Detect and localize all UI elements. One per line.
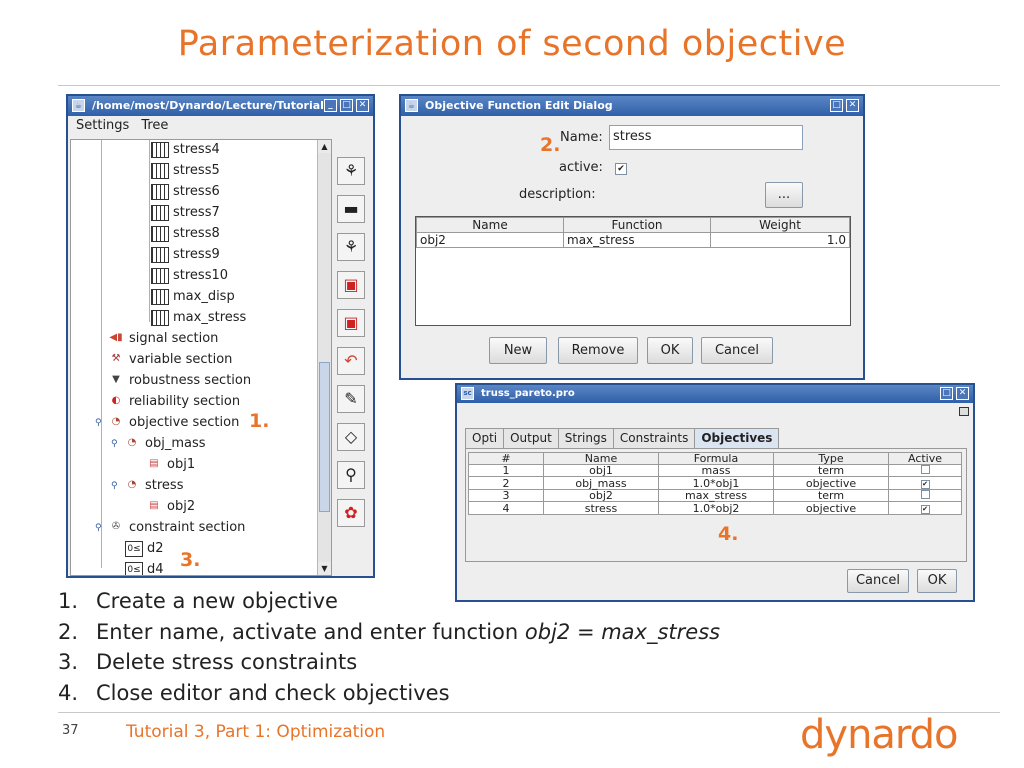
scroll-thumb[interactable] bbox=[319, 362, 330, 512]
constraint-node-icon: 0≤ bbox=[125, 541, 143, 557]
list-item: 1. Create a new objective bbox=[58, 589, 338, 613]
restore-icon[interactable] bbox=[959, 407, 969, 416]
table-row[interactable] bbox=[417, 233, 850, 248]
marker-2: 2. bbox=[540, 134, 561, 156]
java-icon: ☕ bbox=[72, 99, 85, 112]
tree-icon[interactable]: ⚘ bbox=[337, 157, 365, 185]
cell-active bbox=[889, 477, 962, 490]
cancel-button[interactable]: Cancel bbox=[847, 569, 909, 593]
tree-item-max-disp[interactable]: max_disp bbox=[151, 287, 235, 307]
project-window bbox=[455, 383, 975, 602]
cell-type: objective bbox=[774, 477, 889, 490]
marker-1: 1. bbox=[249, 410, 270, 432]
cell-number: 4 bbox=[469, 502, 544, 515]
table-row[interactable] bbox=[469, 490, 962, 502]
tree-window-title: /home/most/Dynardo/Lecture/Tutorial bbox=[92, 99, 324, 112]
tree-item-stress10[interactable]: stress10 bbox=[151, 266, 228, 286]
tree-item-robustness-section[interactable]: ▼ robustness section bbox=[107, 371, 251, 391]
tree-pane[interactable] bbox=[70, 139, 332, 576]
column-header-formula[interactable]: Formula bbox=[659, 453, 774, 465]
name-input[interactable]: stress bbox=[609, 125, 803, 150]
stress-node-icon bbox=[151, 247, 169, 263]
active-checkbox[interactable]: ✔ bbox=[922, 505, 928, 513]
cell-name: obj_mass bbox=[544, 477, 659, 490]
stress-node-icon bbox=[151, 268, 169, 284]
active-checkbox[interactable]: ✔ bbox=[615, 163, 627, 175]
instruction-list bbox=[58, 586, 720, 708]
expand-toggle-icon[interactable]: ⚲ bbox=[111, 439, 118, 449]
objectives-panel bbox=[465, 448, 967, 562]
app-icon: sc bbox=[461, 387, 474, 400]
tree-item-stress[interactable]: ⚲ ◔ stress bbox=[111, 476, 183, 496]
column-header-type[interactable]: Type bbox=[774, 453, 889, 465]
undo-icon[interactable]: ↶ bbox=[337, 347, 365, 375]
save-icon[interactable]: ▣ bbox=[337, 271, 365, 299]
menu-bar bbox=[68, 116, 373, 136]
new-button[interactable]: New bbox=[489, 337, 547, 364]
maximize-icon[interactable]: □ bbox=[830, 99, 843, 112]
dynardo-logo: dynardo bbox=[800, 712, 958, 758]
scroll-down-icon[interactable]: ▼ bbox=[318, 562, 331, 575]
stress-node-icon bbox=[151, 163, 169, 179]
tree-window bbox=[66, 94, 375, 578]
column-header-active[interactable]: Active bbox=[889, 453, 962, 465]
menu-settings[interactable]: Settings bbox=[76, 118, 130, 133]
tree-item-stress4[interactable]: stress4 bbox=[151, 140, 220, 160]
variable-icon: ⚒ bbox=[111, 353, 121, 364]
description-label: description: bbox=[519, 187, 596, 202]
ok-button[interactable]: OK bbox=[917, 569, 957, 593]
cell-number: 2 bbox=[469, 477, 544, 490]
tree-window-titlebar[interactable] bbox=[68, 96, 373, 116]
cell-type: objective bbox=[774, 502, 889, 515]
column-header-number[interactable]: # bbox=[469, 453, 544, 465]
cell-formula: 1.0*obj1 bbox=[659, 477, 774, 490]
objective-function-table[interactable] bbox=[415, 216, 851, 326]
list-item: 3. Delete stress constraints bbox=[58, 650, 358, 674]
objective-edit-dialog bbox=[399, 94, 865, 380]
cancel-button[interactable]: Cancel bbox=[701, 337, 773, 364]
expand-toggle-icon[interactable]: ⚲ bbox=[95, 418, 102, 428]
name-label: Name: bbox=[560, 130, 603, 145]
ok-button[interactable]: OK bbox=[647, 337, 693, 364]
stress-node-icon bbox=[151, 142, 169, 158]
cell-active bbox=[889, 502, 962, 515]
marker-4: 4. bbox=[718, 523, 739, 545]
stress-node-icon bbox=[151, 310, 169, 326]
expand-toggle-icon[interactable]: ⚲ bbox=[95, 523, 102, 533]
menu-tree[interactable]: Tree bbox=[141, 118, 169, 133]
tree-item-stress9[interactable]: stress9 bbox=[151, 245, 220, 265]
column-header-weight[interactable]: Weight bbox=[711, 218, 850, 233]
page-number: 37 bbox=[62, 723, 79, 738]
tree-item-obj2[interactable]: ▤ obj2 bbox=[145, 497, 195, 517]
tree-item-obj1[interactable]: ▤ obj1 bbox=[145, 455, 195, 475]
cell-number: 1 bbox=[469, 465, 544, 477]
close-icon[interactable]: ✕ bbox=[356, 99, 369, 112]
erase-icon[interactable]: ◇ bbox=[337, 423, 365, 451]
footer-text: Tutorial 3, Part 1: Optimization bbox=[126, 722, 386, 742]
active-checkbox[interactable] bbox=[921, 465, 930, 474]
cell-formula: mass bbox=[659, 465, 774, 477]
tab-output[interactable]: Output bbox=[503, 428, 559, 448]
marker-3: 3. bbox=[180, 549, 201, 571]
tree-item-signal-section[interactable]: ◀▮ signal section bbox=[107, 329, 218, 349]
scroll-up-icon[interactable]: ▲ bbox=[318, 140, 331, 153]
cell-name[interactable]: obj2 bbox=[417, 233, 564, 248]
maximize-icon[interactable]: □ bbox=[940, 387, 953, 400]
objective-icon: ◔ bbox=[127, 479, 137, 490]
tree-item-reliability-section[interactable]: ◐ reliability section bbox=[107, 392, 240, 412]
stress-node-icon bbox=[151, 289, 169, 305]
tree-item-d2[interactable]: 0≤ d2 bbox=[125, 539, 164, 559]
expand-toggle-icon[interactable]: ⚲ bbox=[111, 481, 118, 491]
cell-type: term bbox=[774, 465, 889, 477]
tree-toolbar bbox=[333, 139, 369, 576]
speaker-icon: ◀▮ bbox=[109, 332, 123, 343]
term-icon: ▤ bbox=[149, 500, 159, 511]
edit-dialog-titlebar[interactable] bbox=[401, 96, 863, 116]
maximize-icon[interactable]: □ bbox=[340, 99, 353, 112]
tree-item-variable-section[interactable]: ⚒ variable section bbox=[107, 350, 232, 370]
tree-item-obj-mass[interactable]: ⚲ ◔ obj_mass bbox=[111, 434, 206, 454]
slide-title: Parameterization of second objective bbox=[177, 24, 847, 64]
active-checkbox[interactable]: ✔ bbox=[922, 480, 928, 488]
project-window-title: truss_pareto.pro bbox=[481, 388, 575, 399]
close-icon[interactable]: ✕ bbox=[956, 387, 969, 400]
tree-item-constraint-section[interactable]: ⚲ ✇ constraint section bbox=[95, 518, 245, 538]
cell-active bbox=[889, 490, 962, 502]
tab-constraints[interactable]: Constraints bbox=[613, 428, 695, 448]
cell-function[interactable]: max_stress bbox=[564, 233, 711, 248]
zoom-icon[interactable]: ⚲ bbox=[337, 461, 365, 489]
objective-icon: ◔ bbox=[127, 437, 137, 448]
tree-item-objective-section[interactable]: ⚲ ◔ objective section bbox=[95, 413, 239, 433]
cell-formula: max_stress bbox=[659, 490, 774, 502]
cell-type: term bbox=[774, 490, 889, 502]
tree-item-stress6[interactable]: stress6 bbox=[151, 182, 220, 202]
cell-weight[interactable]: 1.0 bbox=[711, 233, 850, 248]
tree-item-d4[interactable]: 0≤ d4 bbox=[125, 560, 164, 576]
robustness-icon: ▼ bbox=[112, 374, 120, 385]
objective-icon: ◔ bbox=[111, 416, 121, 427]
table-row[interactable] bbox=[469, 502, 962, 515]
settings-icon[interactable]: ✿ bbox=[337, 499, 365, 527]
active-checkbox[interactable] bbox=[921, 490, 930, 499]
cell-name: obj1 bbox=[544, 465, 659, 477]
cell-number: 3 bbox=[469, 490, 544, 502]
constraint-node-icon: 0≤ bbox=[125, 562, 143, 576]
save-as-icon[interactable]: ▣ bbox=[337, 309, 365, 337]
description-button[interactable]: ... bbox=[765, 182, 803, 208]
folder-icon[interactable]: ▬ bbox=[337, 195, 365, 223]
tab-strings[interactable]: Strings bbox=[558, 428, 614, 448]
column-header-name[interactable]: Name bbox=[544, 453, 659, 465]
tree-add-icon[interactable]: ⚘ bbox=[337, 233, 365, 261]
project-window-titlebar[interactable] bbox=[457, 385, 973, 403]
tree-item-max-stress[interactable]: max_stress bbox=[151, 308, 246, 328]
stress-node-icon bbox=[151, 226, 169, 242]
stress-node-icon bbox=[151, 205, 169, 221]
table-row[interactable] bbox=[469, 477, 962, 490]
cell-active bbox=[889, 465, 962, 477]
list-item: 4. Close editor and check objectives bbox=[58, 680, 450, 705]
list-item: 2. Enter name, activate and enter function obj2 = max_stress bbox=[58, 619, 721, 644]
stress-node-icon bbox=[151, 184, 169, 200]
table-row[interactable] bbox=[469, 465, 962, 477]
close-icon[interactable]: ✕ bbox=[846, 99, 859, 112]
edit-icon[interactable]: ✎ bbox=[337, 385, 365, 413]
edit-dialog-title: Objective Function Edit Dialog bbox=[425, 99, 613, 112]
column-header-name[interactable]: Name bbox=[417, 218, 564, 233]
active-label: active: bbox=[559, 160, 603, 175]
reliability-icon: ◐ bbox=[111, 395, 121, 406]
term-icon: ▤ bbox=[149, 458, 159, 469]
minimize-icon[interactable]: _ bbox=[324, 99, 337, 112]
java-icon: ☕ bbox=[405, 99, 418, 112]
tree-item-stress8[interactable]: stress8 bbox=[151, 224, 220, 244]
column-header-function[interactable]: Function bbox=[564, 218, 711, 233]
constraint-icon: ✇ bbox=[111, 521, 121, 532]
project-tabs bbox=[465, 428, 778, 448]
tree-item-stress5[interactable]: stress5 bbox=[151, 161, 220, 181]
tab-objectives[interactable]: Objectives bbox=[694, 428, 779, 448]
tree-scrollbar[interactable] bbox=[317, 140, 331, 575]
cell-formula: 1.0*obj2 bbox=[659, 502, 774, 515]
tab-opti[interactable]: Opti bbox=[465, 428, 504, 448]
cell-name: obj2 bbox=[544, 490, 659, 502]
tree-item-stress7[interactable]: stress7 bbox=[151, 203, 220, 223]
remove-button[interactable]: Remove bbox=[558, 337, 638, 364]
title-divider bbox=[58, 85, 1000, 86]
cell-name: stress bbox=[544, 502, 659, 515]
objectives-table[interactable] bbox=[468, 452, 962, 515]
